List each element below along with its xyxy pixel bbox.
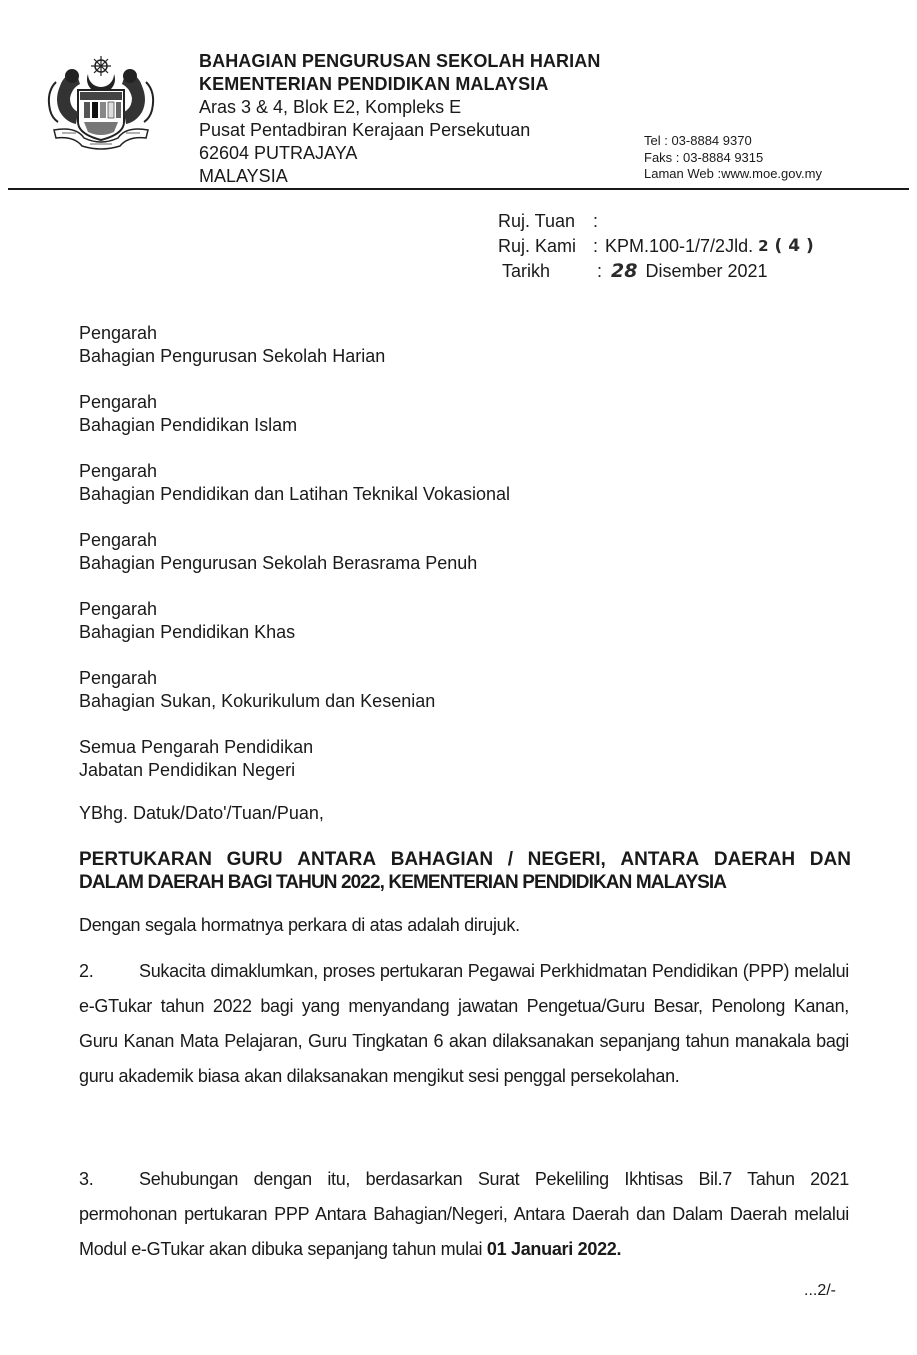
ref-ruj-tuan bbox=[498, 209, 814, 234]
recipient-department: Bahagian Pengurusan Sekolah Berasrama Penuh bbox=[79, 553, 478, 573]
subject-line-2-text: DALAM DAERAH BAGI TAHUN 2022, KEMENTERIAN PENDIDIKAN MALAYSIA bbox=[79, 872, 727, 893]
subject-line-2 bbox=[79, 871, 851, 894]
recipient bbox=[79, 736, 510, 782]
paragraph-text: Sukacita dimaklumkan, proses pertukaran Pegawai Perkhidmatan Pendidikan (PPP) melalui e-GTukar tahun 2022 bagi yang menyandang jawatan Pengetua/Guru Besar, Penolong Kanan, Guru Kanan Mata Pelajaran, Guru Tingkatan 6 akan dilaksanakan sepanjang tahun manakala bagi guru akademik biasa akan dilaksanakan mengikut sesi penggal persekolahan. bbox=[79, 961, 849, 1086]
address-line: 62604 PUTRAJAYA bbox=[199, 143, 358, 163]
recipient-title: Pengarah bbox=[79, 530, 158, 550]
recipient bbox=[79, 391, 510, 437]
letter-subject bbox=[79, 848, 851, 894]
ref-colon: : bbox=[593, 236, 599, 256]
ref-colon: : bbox=[593, 211, 599, 231]
recipients-list bbox=[79, 322, 510, 805]
paragraph-2 bbox=[79, 954, 849, 1094]
ref-ruj-kami-label: Ruj. Kami bbox=[498, 236, 577, 256]
subject-word: GURU bbox=[226, 849, 283, 870]
recipient-department: Bahagian Pendidikan Khas bbox=[79, 622, 296, 642]
letterhead-contact bbox=[644, 133, 822, 183]
address-line: MALAYSIA bbox=[199, 166, 288, 186]
recipient-title: Pengarah bbox=[79, 323, 158, 343]
recipient bbox=[79, 322, 510, 368]
ref-tarikh bbox=[498, 259, 814, 284]
ref-handwritten-day: 28 bbox=[611, 260, 638, 282]
recipient bbox=[79, 529, 510, 575]
paragraph-3 bbox=[79, 1162, 849, 1267]
recipient-title: Pengarah bbox=[79, 392, 158, 412]
recipient-department: Bahagian Pengurusan Sekolah Harian bbox=[79, 346, 386, 366]
recipient-department: Bahagian Pendidikan Islam bbox=[79, 415, 298, 435]
recipient-department: Bahagian Sukan, Kokurikulum dan Kesenian bbox=[79, 691, 436, 711]
paragraph-number: 3. bbox=[79, 1169, 94, 1189]
letterhead-divider bbox=[8, 188, 909, 190]
ref-ruj-kami bbox=[498, 234, 814, 259]
subject-word: ANTARA bbox=[297, 849, 377, 870]
ref-ruj-tuan-label: Ruj. Tuan bbox=[498, 211, 576, 231]
contact-website: Laman Web :www.moe.gov.my bbox=[644, 166, 822, 181]
recipient-title: Pengarah bbox=[79, 668, 158, 688]
malaysia-coat-of-arms-icon bbox=[36, 52, 166, 152]
recipient-title: Semua Pengarah Pendidikan bbox=[79, 737, 314, 757]
ref-ruj-kami-value: KPM.100-1/7/2Jld. bbox=[605, 236, 754, 256]
paragraph-number: 2. bbox=[79, 961, 94, 981]
ref-colon: : bbox=[597, 261, 603, 281]
subject-line-1 bbox=[79, 848, 851, 871]
subject-word: NEGERI, bbox=[527, 849, 606, 870]
recipient-department: Jabatan Pendidikan Negeri bbox=[79, 760, 296, 780]
address-line: Aras 3 & 4, Blok E2, Kompleks E bbox=[199, 97, 462, 117]
paragraph-text: Sehubungan dengan itu, berdasarkan Surat Pekeliling Ikhtisas Bil.7 Tahun 2021 permohonan pertukaran PPP Antara Bahagian/Negeri, Antara Daerah dan Dalam Daerah melalui Modul e-GTukar akan dibuka sepanjang tahun mulai bbox=[79, 1169, 849, 1259]
ref-handwritten-volume: 2 bbox=[758, 237, 769, 255]
subject-word: DAN bbox=[809, 849, 851, 870]
contact-tel: Tel : 03-8884 9370 bbox=[644, 133, 752, 148]
subject-word: BAHAGIAN bbox=[390, 849, 494, 870]
ref-handwritten-number: ( 4 ) bbox=[774, 236, 814, 256]
subject-word: / bbox=[507, 849, 513, 870]
address-line: Pusat Pentadbiran Kerajaan Persekutuan bbox=[199, 120, 531, 140]
intro-sentence: Dengan segala hormatnya perkara di atas adalah dirujuk. bbox=[79, 915, 520, 935]
subject-word: DAERAH bbox=[713, 849, 796, 870]
page-continuation: ...2/- bbox=[804, 1282, 837, 1299]
letterhead-organisation bbox=[199, 50, 600, 188]
reference-block bbox=[498, 209, 814, 284]
contact-fax: Faks : 03-8884 9315 bbox=[644, 149, 764, 165]
salutation: YBhg. Datuk/Dato'/Tuan/Puan, bbox=[79, 803, 324, 823]
subject-word: ANTARA bbox=[620, 849, 700, 870]
recipient-title: Pengarah bbox=[79, 461, 158, 481]
ref-tarikh-value: Disember 2021 bbox=[645, 261, 768, 281]
recipient bbox=[79, 598, 510, 644]
org-name-division: BAHAGIAN PENGURUSAN SEKOLAH HARIAN bbox=[199, 51, 601, 71]
paragraph-bold-date: 01 Januari 2022. bbox=[486, 1239, 622, 1259]
ref-tarikh-label: Tarikh bbox=[502, 261, 551, 281]
recipient-title: Pengarah bbox=[79, 599, 158, 619]
recipient bbox=[79, 667, 510, 713]
recipient bbox=[79, 460, 510, 506]
recipient-department: Bahagian Pendidikan dan Latihan Teknikal Vokasional bbox=[79, 484, 510, 504]
org-name-ministry: KEMENTERIAN PENDIDIKAN MALAYSIA bbox=[199, 74, 549, 94]
subject-word: PERTUKARAN bbox=[79, 849, 212, 870]
